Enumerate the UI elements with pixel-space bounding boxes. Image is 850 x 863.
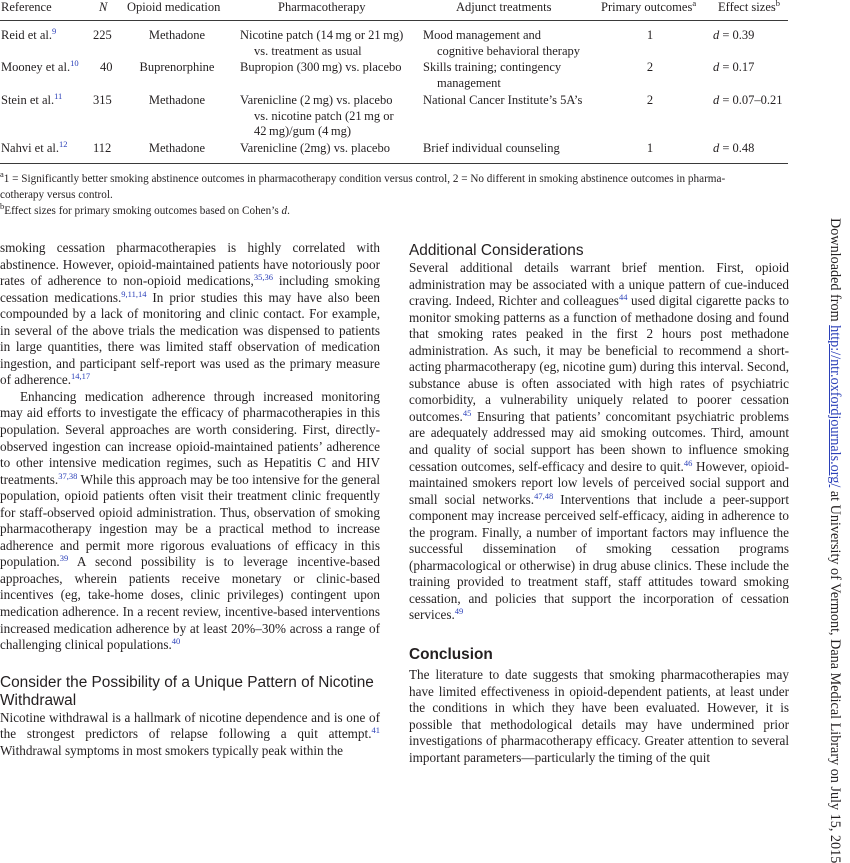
right-column (409, 240, 789, 766)
table-bottom-rule (0, 163, 788, 164)
body-paragraph: The literature to date suggests that smoking pharmacotherapies may have limited effectiveness in opioid-dependent patients, at least under the conditions in which they have been evaluated. However, it is possible that methodological details may have undermined prior investigations of pharmacotherapy efficacy. Greater attention to several important parameters—particularly the timing of the quit (409, 667, 789, 765)
row-primary: 2 (646, 60, 654, 74)
citation-link[interactable]: 39 (59, 553, 69, 564)
header-primary: Primary outcomes$^a$ (601, 0, 697, 14)
body-paragraph: smoking cessation pharmacotherapies is highly correlated with abstinence. However, opioid-maintained patients have notoriously poor rates of adherence to non-opioid medications,$^{35,36}$ including smoking cessation medications.$^{9,11,14}$ In prior studies this may have also been compounded by a lack of monitoring and clinic contact. For example, in several of the above trials the medication was dispensed to patients in large quantities, there was limited staff observation of medication ingestion, and participant self-report was used as the primary measure of adherence.$^{14,17}$ (0, 240, 380, 388)
section-heading: Consider the Possibility of a Unique Pattern of Nicotine Withdrawal (0, 673, 374, 709)
citation-link[interactable]: 49 (454, 606, 464, 617)
row-opioid: Methadone (148, 28, 206, 42)
row-opioid: Buprenorphine (139, 60, 215, 74)
footnote-a: $^a$1 = Significantly better smoking abstinence outcomes in pharmacotherapy condition versus control, 2 = No different in smoking abstinence outcomes in pharma- (0, 169, 726, 185)
citation-link[interactable]: 37,38 (58, 470, 78, 481)
journal-link[interactable]: http://ntr.oxfordjournals.org/ (827, 325, 843, 488)
row-n: 225 (93, 28, 112, 42)
row-pharmacotherapy: Bupropion (300 mg) vs. placebo (240, 60, 402, 74)
row-n: 40 (100, 60, 113, 74)
row-n: 112 (93, 141, 112, 155)
section-heading: Additional Considerations (409, 242, 584, 259)
header-n: N (99, 0, 108, 14)
footnote-b: $^b$Effect sizes for primary smoking outcomes based on Cohen’s d. (0, 201, 290, 217)
row-effect: d = 0.07–0.21 (713, 93, 783, 107)
citation-link[interactable]: 35,36 (253, 272, 273, 283)
row-adjunct: National Cancer Institute’s 5A’s (423, 93, 583, 107)
body-paragraph: Enhancing medication adherence through increased monitoring may aid efforts to investigate the efficacy of pharmacotherapies in this population. Several approaches are worth considering. First, directly-observed ingestion can increase opioid-maintained patients’ adherence to other intensive medication regimes, such as Hepatitis C and HIV treatments.$^{37,38}$ While this approach may be too intensive for the general population, opioid patients often visit their treatment clinic frequently for staff-observed opioid administration. Thus, observation of smoking pharmacotherapy ingestion may be a practical method to increase adherence and permit more rigorous evaluations of efficacy in this population.$^{39}$ A second possibility is to leverage incentive-based approaches, wherein patients receive monetary or clinic-based incentives (eg, take-home doses, clinic privileges) contingent upon medication adherence. In a recent review, incentive-based interventions increased medication adherence by at least 20%–30% across a range of challenging clinical populations.$^{40}$ (0, 388, 380, 653)
citation-link[interactable]: 40 (171, 636, 181, 647)
header-opioid: Opioid medication (127, 0, 221, 14)
row-pharmacotherapy: Nicotine patch (14 mg or 21 mg) vs. treatment as usual (240, 28, 404, 58)
row-pharmacotherapy: Varenicline (2 mg) vs. placebo vs. nicotine patch (21 mg or 42 mg)/gum (4 mg) (240, 93, 394, 138)
row-primary: 2 (646, 93, 654, 107)
row-reference: Reid et al.$^9$ (1, 26, 57, 42)
row-primary: 1 (646, 141, 654, 155)
row-adjunct: Mood management and cognitive behavioral therapy (423, 28, 580, 58)
citation-link[interactable]: 47,48 (534, 490, 554, 501)
citation-link[interactable]: 9,11,14 (121, 288, 147, 299)
footnote-a-continued: cotherapy versus control. (0, 189, 113, 201)
header-pharmacotherapy: Pharmacotherapy (278, 0, 366, 14)
row-effect: d = 0.48 (713, 141, 755, 155)
citation-link[interactable]: 46 (683, 457, 693, 468)
body-paragraph: Several additional details warrant brief mention. First, opioid administration may be associated with a unique pattern of cue-induced craving. Indeed, Richter and colleagues$^{44}$ used digital cigarette packs to monitor smoking patterns as a function of methadone dosing and found that smoking rates peaked in the first 2 hours post methadone administration. As such, it may be beneficial to recommend a short-acting pharmacotherapy (eg, nicotine gum) during this interval. Second, substance abuse is often associated with high rates of psychiatric comorbidity, a vulnerability uniquely related to poorer cessation outcomes.$^{45}$ Ensuring that patients’ concomitant psychiatric problems are adequately addressed may aid smoking outcomes. Third, amount and quality of social support has been shown to influence smoking cessation outcomes, self-efficacy and desire to quit.$^{46}$ However, opioid-maintained smokers report low levels of perceived social support and small social networks.$^{47,48}$ Interventions that include a peer-support component may increase perceived self-efficacy, aiding in adherence to the program. Finally, a number of important factors may influence the successful dissemination of smoking cessation programs (pharmacological or otherwise) in drug abuse clinics. These include the training provided to treatment staff, staff attitudes toward smoking cessation, and policies that support the incorporation of cessation services.$^{49}$ (409, 260, 789, 623)
body-paragraph: Nicotine withdrawal is a hallmark of nicotine dependence and is one of the strongest predictors of relapse following a quit attempt.$^{41}$ Withdrawal symptoms in most smokers typically peak within the (0, 709, 380, 758)
left-column (0, 240, 380, 759)
row-effect: d = 0.39 (713, 28, 755, 42)
row-pharmacotherapy: Varenicline (2mg) vs. placebo (240, 141, 390, 155)
row-effect: d = 0.17 (713, 60, 755, 74)
row-reference: Nahvi et al.$^{12}$ (1, 139, 68, 155)
citation-link[interactable]: 14,17 (71, 371, 91, 382)
row-adjunct: Skills training; contingency management (423, 60, 562, 90)
conclusion-heading: Conclusion (409, 646, 493, 664)
row-reference: Stein et al.$^{11}$ (1, 91, 63, 107)
row-adjunct: Brief individual counseling (423, 141, 560, 155)
header-effect: Effect sizes$^b$ (718, 0, 780, 14)
header-reference: Reference (1, 0, 52, 14)
citation-link[interactable]: 44 (618, 292, 628, 303)
citation-link[interactable]: 41 (371, 725, 380, 736)
row-n: 315 (93, 93, 112, 107)
row-reference: Mooney et al.$^{10}$ (1, 58, 79, 74)
row-opioid: Methadone (148, 141, 206, 155)
header-adjunct: Adjunct treatments (456, 0, 552, 14)
table-header-rule (0, 20, 788, 21)
row-primary: 1 (646, 28, 654, 42)
download-notice: Downloaded from http://ntr.oxfordjournals.org/ at University of Vermont, Dana Medical Library on July 15, 2015 (827, 218, 843, 863)
row-opioid: Methadone (148, 93, 206, 107)
citation-link[interactable]: 45 (462, 407, 472, 418)
